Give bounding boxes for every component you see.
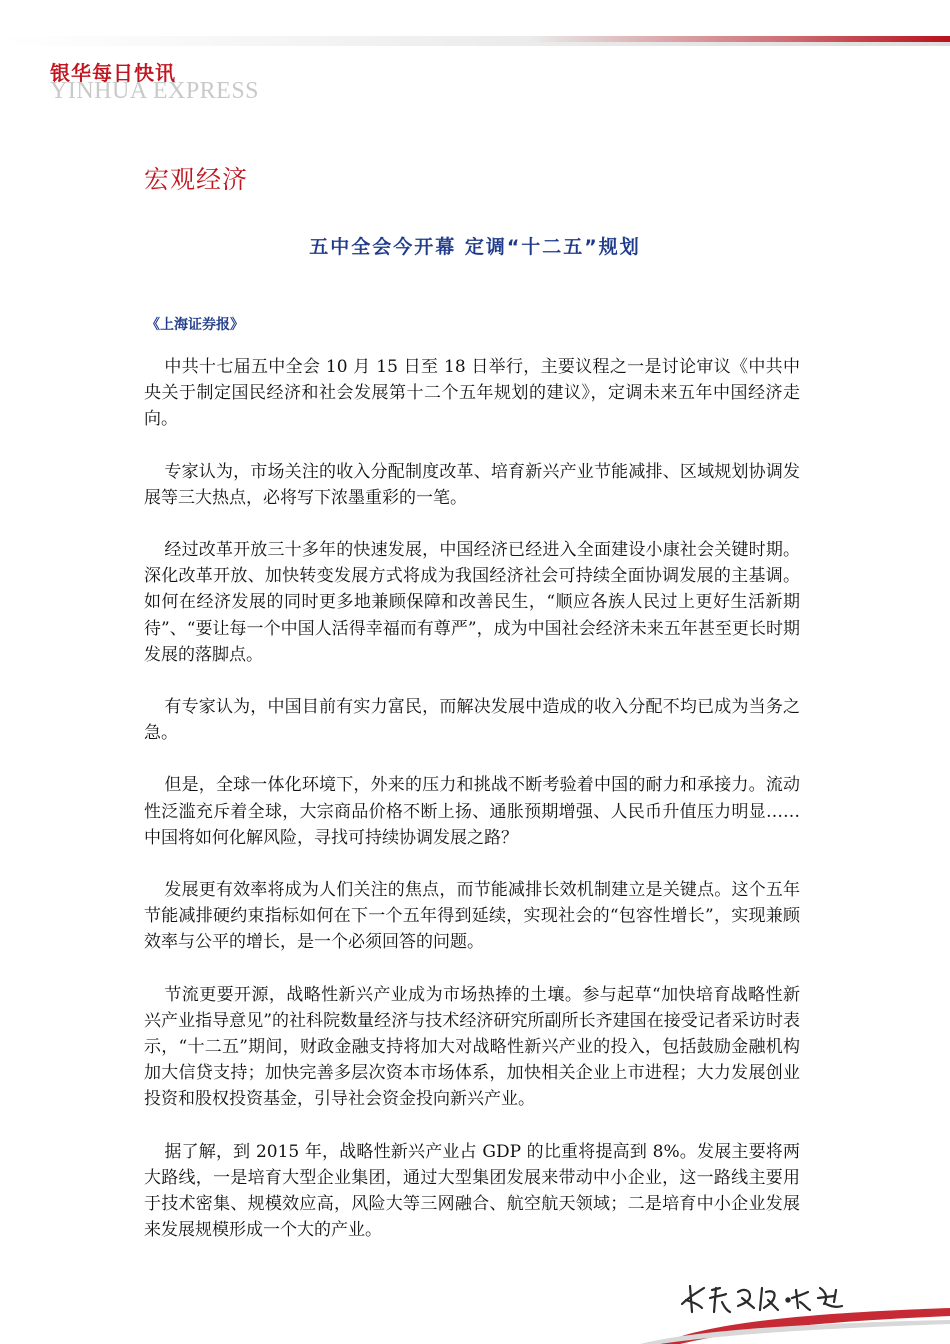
section-title: 宏观经济 [144, 165, 249, 194]
article-paragraph: 据了解，到 2015 年，战略性新兴产业占 GDP 的比重将提高到 8%。发展主要将两大路线，一是培育大型企业集团，通过大型集团发展来带动中小企业，这一路线主要用于技术密集、规模效应高，风险大等三网融合、航空航天领域；二是培育中小企业发展来发展规模形成一个大的产业。 [144, 1141, 800, 1241]
article-paragraph: 节流更要开源，战略性新兴产业成为市场热捧的土壤。参与起草“加快培育战略性新兴产业指导意见”的社科院数量经济与技术经济研究所副所长齐建国在接受记者采访时表示，“十二五”期间，财政金融支持将加大对战略性新兴产业的投入，包括鼓励金融机构加大信贷支持；加快完善多层次资本市场体系，加快相关企业上市进程；大力发展创业投资和股权投资基金，引导社会资金投向新兴产业。 [144, 984, 800, 1110]
brand-name-cn: 银华每日快讯 [50, 61, 176, 85]
article-paragraph: 有专家认为，中国目前有实力富民，而解决发展中造成的收入分配不均已成为当务之急。 [144, 697, 800, 744]
article-paragraph: 发展更有效率将成为人们关注的焦点，而节能减排长效机制建立是关键点。这个五年节能减排硬约束指标如何在下一个五年得到延续，实现社会的“包容性增长”，实现兼顾效率与公平的增长，是一个必须回答的问题。 [144, 880, 800, 953]
header-red-accent [530, 36, 950, 42]
article-paragraph: 专家认为，市场关注的收入分配制度改革、培育新兴产业节能减排、区域规划协调发展等三大热点，必将写下浓墨重彩的一笔。 [144, 461, 800, 508]
article-paragraph: 但是，全球一体化环境下，外来的压力和挑战不断考验着中国的耐力和承接力。流动性泛滥充斥着全球，大宗商品价格不断上扬、通胀预期增强、人民币升值压力明显……中国将如何化解风险，寻找可持续协调发展之路？ [144, 775, 800, 848]
footer-red-swoosh [640, 1300, 950, 1344]
article-paragraph: 经过改革开放三十多年的快速发展，中国经济已经进入全面建设小康社会关键时期。深化改革开放、加快转变发展方式将成为我国经济社会可持续全面协调发展的主基调。如何在经济发展的同时更多地兼顾保障和改善民生，“顺应各族人民过上更好生活新期待”、“要让每一个中国人活得幸福而有尊严”，成为中国社会经济未来五年甚至更长时期发展的落脚点。 [144, 540, 800, 665]
article-title: 五中全会今开幕 定调“十二五”规划 [309, 236, 641, 258]
article-source: 《上海证券报》 [146, 317, 244, 333]
brand-name-en: YINHUA EXPRESS [50, 78, 260, 104]
article-paragraph: 中共十七届五中全会 10 月 15 日至 18 日举行，主要议程之一是讨论审议《中共中央关于制定国民经济和社会发展第十二个五年规划的建议》，定调未来五年中国经济走向。 [144, 357, 800, 430]
article-body [144, 354, 800, 1269]
